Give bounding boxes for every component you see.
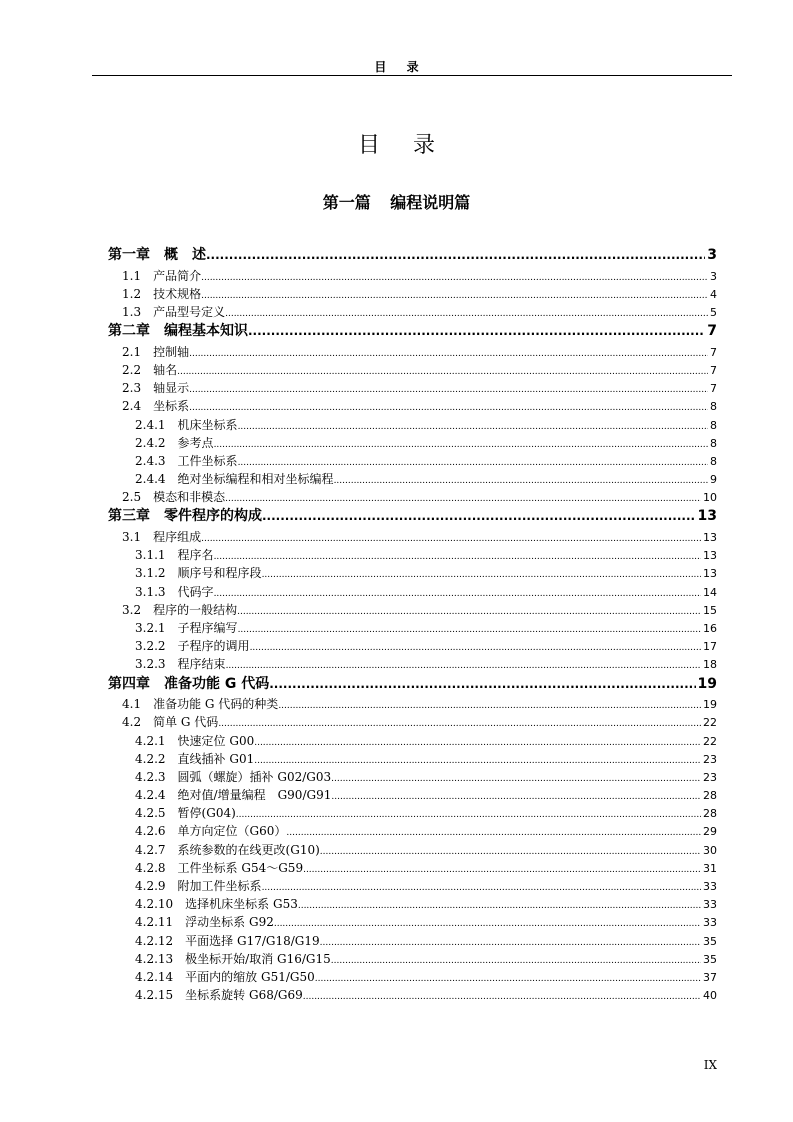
toc-entry-title: 产品型号定义 xyxy=(153,304,226,319)
toc-entry-subsection[interactable] xyxy=(108,619,717,637)
toc-entry-title: 附加工件坐标系 xyxy=(177,879,262,893)
toc-entry-title: 程序名 xyxy=(177,548,214,563)
toc-entry-chapter[interactable] xyxy=(108,674,717,696)
toc-dot-leader xyxy=(189,397,708,417)
toc-dot-leader xyxy=(262,564,701,584)
toc-dot-leader xyxy=(214,434,708,454)
toc-entry-page: 3 xyxy=(707,247,717,263)
footer-page-number: IX xyxy=(703,1058,717,1072)
toc-entry-number: 4.2.14 xyxy=(135,969,174,984)
toc-entry-page: 40 xyxy=(703,989,717,1003)
toc-entry-section[interactable] xyxy=(108,488,717,506)
toc-entry-number: 2.1 xyxy=(122,344,142,359)
toc-entry-number: 1.2 xyxy=(122,286,142,301)
toc-entry-number: 4.2.3 xyxy=(135,769,166,784)
toc-entry-title: 模态和非模态 xyxy=(153,490,226,505)
toc-entry-title: 代码字 xyxy=(177,584,214,599)
toc-entry-title: 零件程序的构成 xyxy=(164,508,262,525)
toc-entry-page: 3 xyxy=(710,269,717,283)
toc-entry-subsection[interactable] xyxy=(108,932,717,950)
toc-entry-number: 3.2.3 xyxy=(135,657,166,672)
toc-entry-number: 4.2.13 xyxy=(135,951,174,966)
toc-dot-leader xyxy=(254,750,701,770)
toc-dot-leader xyxy=(225,488,701,508)
toc-dot-leader xyxy=(320,841,701,861)
toc-dot-leader xyxy=(201,285,708,305)
toc-entry-number: 3.1.2 xyxy=(135,566,166,581)
document-title: 目 录 xyxy=(358,133,435,158)
toc-entry-number: 4.2.12 xyxy=(135,933,174,948)
toc-entry-page: 30 xyxy=(703,843,717,857)
toc-entry-title: 工件坐标系 G54～G59 xyxy=(177,860,304,875)
toc-entry-section[interactable] xyxy=(108,397,717,415)
running-header-title: 目 录 xyxy=(374,60,419,74)
table-of-contents xyxy=(108,245,717,1004)
toc-entry-page: 35 xyxy=(703,934,717,948)
toc-dot-leader xyxy=(331,768,701,788)
toc-entry-title: 轴名 xyxy=(153,362,178,377)
toc-entry-subsection[interactable] xyxy=(108,859,717,877)
toc-entry-title: 绝对坐标编程和相对坐标编程 xyxy=(177,472,334,487)
toc-dot-leader xyxy=(218,713,701,733)
toc-entry-page: 8 xyxy=(710,418,717,432)
toc-entry-page: 33 xyxy=(703,898,717,912)
toc-entry-title: 坐标系 xyxy=(153,399,190,414)
toc-entry-section[interactable] xyxy=(108,695,717,713)
toc-entry-title: 产品简介 xyxy=(153,268,202,283)
toc-entry-number: 4.2 xyxy=(122,715,142,730)
toc-entry-number: 4.1 xyxy=(122,697,142,712)
toc-entry-subsection[interactable] xyxy=(108,750,717,768)
toc-entry-page: 28 xyxy=(703,807,717,821)
toc-dot-leader xyxy=(189,379,708,399)
toc-entry-page: 7 xyxy=(710,363,717,377)
toc-dot-leader xyxy=(201,528,701,548)
toc-entry-subsection[interactable] xyxy=(108,583,717,601)
toc-dot-leader xyxy=(269,674,695,696)
toc-dot-leader xyxy=(237,601,701,621)
toc-entry-page: 18 xyxy=(703,658,717,672)
toc-entry-title: 浮动坐标系 G92 xyxy=(185,915,274,930)
toc-entry-page: 17 xyxy=(703,640,717,654)
toc-entry-chapter[interactable] xyxy=(108,245,717,267)
toc-entry-number: 2.4.2 xyxy=(135,435,166,450)
toc-entry-page: 37 xyxy=(703,970,717,984)
toc-entry-title: 准备功能 G 代码的种类 xyxy=(153,697,279,712)
toc-entry-title: 编程基本知识 xyxy=(164,323,248,340)
toc-entry-title: 单方向定位（G60） xyxy=(177,824,287,839)
toc-dot-leader xyxy=(262,877,701,897)
toc-dot-leader xyxy=(262,506,696,528)
toc-entry-title: 系统参数的在线更改(G10) xyxy=(177,842,320,857)
toc-entry-page: 28 xyxy=(703,789,717,803)
toc-entry-page: 9 xyxy=(710,473,717,487)
toc-entry-number: 4.2.1 xyxy=(135,733,166,748)
toc-entry-title: 坐标系旋转 G68/G69 xyxy=(185,988,303,1003)
toc-entry-title: 控制轴 xyxy=(153,344,190,359)
toc-entry-title: 平面内的缩放 G51/G50 xyxy=(185,969,315,984)
toc-entry-page: 35 xyxy=(703,952,717,966)
toc-dot-leader xyxy=(274,913,701,933)
toc-entry-subsection[interactable] xyxy=(108,416,717,434)
toc-entry-section[interactable] xyxy=(108,361,717,379)
toc-entry-number: 4.2.8 xyxy=(135,860,166,875)
toc-entry-page: 19 xyxy=(703,698,717,712)
toc-entry-title: 程序的一般结构 xyxy=(153,602,238,617)
toc-entry-subsection[interactable] xyxy=(108,841,717,859)
toc-entry-number: 2.4 xyxy=(122,399,142,414)
toc-entry-number: 3.1.3 xyxy=(135,584,166,599)
toc-entry-number: 2.4.3 xyxy=(135,453,166,468)
toc-entry-section[interactable] xyxy=(108,343,717,361)
toc-dot-leader xyxy=(206,245,705,267)
toc-entry-number: 3.2 xyxy=(122,602,142,617)
toc-entry-page: 7 xyxy=(710,345,717,359)
toc-entry-title: 圆弧（螺旋）插补 G02/G03 xyxy=(177,769,332,784)
toc-entry-number: 第三章 xyxy=(108,508,150,525)
toc-entry-page: 23 xyxy=(703,770,717,784)
toc-entry-subsection[interactable] xyxy=(108,470,717,488)
toc-entry-page: 13 xyxy=(703,567,717,581)
toc-entry-title: 概 述 xyxy=(164,247,206,263)
toc-dot-leader xyxy=(298,895,701,915)
toc-dot-leader xyxy=(315,968,701,988)
toc-entry-subsection[interactable] xyxy=(108,822,717,840)
toc-entry-subsection[interactable] xyxy=(108,546,717,564)
toc-dot-leader xyxy=(303,986,701,1006)
toc-entry-subsection[interactable] xyxy=(108,950,717,968)
toc-entry-page: 13 xyxy=(703,531,717,545)
toc-entry-page: 13 xyxy=(703,549,717,563)
toc-entry-title: 机床坐标系 xyxy=(177,417,238,432)
toc-entry-title: 平面选择 G17/G18/G19 xyxy=(185,933,320,948)
toc-entry-subsection[interactable] xyxy=(108,786,717,804)
toc-entry-title: 快速定位 G00 xyxy=(177,733,255,748)
toc-entry-page: 8 xyxy=(710,454,717,468)
toc-entry-chapter[interactable] xyxy=(108,506,717,528)
toc-entry-page: 14 xyxy=(703,585,717,599)
toc-entry-title: 准备功能 G 代码 xyxy=(164,675,270,692)
toc-entry-subsection[interactable] xyxy=(108,986,717,1004)
toc-entry-number: 2.2 xyxy=(122,362,142,377)
toc-entry-number: 4.2.9 xyxy=(135,879,166,893)
toc-entry-subsection[interactable] xyxy=(108,732,717,750)
toc-entry-page: 13 xyxy=(697,508,717,525)
toc-entry-number: 4.2.5 xyxy=(135,806,166,821)
toc-entry-number: 4.2.2 xyxy=(135,751,166,766)
toc-entry-title: 顺序号和程序段 xyxy=(177,566,262,581)
toc-entry-page: 8 xyxy=(710,436,717,450)
toc-entry-title: 工件坐标系 xyxy=(177,453,238,468)
toc-entry-title: 程序组成 xyxy=(153,530,202,545)
toc-entry-title: 绝对值/增量编程 G90/G91 xyxy=(177,788,332,803)
toc-entry-page: 7 xyxy=(710,382,717,396)
toc-dot-leader xyxy=(303,859,701,879)
toc-entry-number: 2.3 xyxy=(122,381,142,396)
toc-dot-leader xyxy=(254,732,701,752)
toc-dot-leader xyxy=(286,822,701,842)
toc-entry-page: 23 xyxy=(703,752,717,766)
toc-entry-number: 1.1 xyxy=(122,268,142,283)
toc-entry-page: 7 xyxy=(707,323,717,340)
toc-entry-page: 16 xyxy=(703,621,717,635)
toc-entry-subsection[interactable] xyxy=(108,895,717,913)
toc-entry-page: 33 xyxy=(703,880,717,893)
toc-dot-leader xyxy=(238,619,701,639)
toc-entry-number: 4.2.7 xyxy=(135,842,166,857)
toc-dot-leader xyxy=(248,321,705,343)
toc-entry-title: 子程序编写 xyxy=(177,620,238,635)
toc-entry-subsection[interactable] xyxy=(108,564,717,582)
toc-entry-page: 8 xyxy=(710,400,717,414)
toc-dot-leader xyxy=(320,932,701,952)
toc-dot-leader xyxy=(278,695,701,715)
toc-entry-section[interactable] xyxy=(108,528,717,546)
toc-entry-page: 29 xyxy=(703,825,717,839)
toc-entry-title: 极坐标开始/取消 G16/G15 xyxy=(185,951,331,966)
toc-entry-number: 第一章 xyxy=(108,247,150,263)
toc-entry-title: 直线插补 G01 xyxy=(177,751,255,766)
toc-entry-page: 15 xyxy=(703,603,717,617)
toc-entry-page: 31 xyxy=(703,861,717,875)
toc-entry-title: 程序结束 xyxy=(177,657,226,672)
toc-entry-title: 技术规格 xyxy=(153,286,202,301)
toc-dot-leader xyxy=(238,416,708,436)
toc-dot-leader xyxy=(250,637,701,657)
toc-entry-number: 4.2.10 xyxy=(135,897,174,912)
toc-entry-number: 4.2.6 xyxy=(135,824,166,839)
toc-entry-number: 4.2.4 xyxy=(135,788,166,803)
toc-entry-page: 5 xyxy=(710,305,717,319)
toc-entry-subsection[interactable] xyxy=(108,452,717,470)
toc-dot-leader xyxy=(331,786,701,806)
toc-dot-leader xyxy=(236,804,701,824)
toc-entry-number: 3.2.1 xyxy=(135,620,166,635)
toc-entry-section[interactable] xyxy=(108,267,717,285)
toc-entry-section[interactable] xyxy=(108,285,717,303)
toc-entry-section[interactable] xyxy=(108,601,717,619)
toc-dot-leader xyxy=(334,470,708,490)
toc-entry-subsection[interactable] xyxy=(108,804,717,822)
part-title: 第一篇 编程说明篇 xyxy=(322,193,471,212)
toc-dot-leader xyxy=(214,583,701,603)
toc-entry-page: 4 xyxy=(710,287,717,301)
toc-entry-number: 3.1.1 xyxy=(135,548,166,563)
toc-entry-number: 3.2.2 xyxy=(135,639,166,654)
toc-entry-number: 4.2.15 xyxy=(135,988,174,1003)
toc-entry-page: 19 xyxy=(697,675,717,692)
toc-entry-page: 22 xyxy=(703,734,717,748)
toc-dot-leader xyxy=(238,452,708,472)
toc-entry-number: 第二章 xyxy=(108,323,150,340)
toc-entry-number: 4.2.11 xyxy=(135,915,174,930)
toc-entry-number: 2.4.1 xyxy=(135,417,166,432)
toc-dot-leader xyxy=(201,267,708,287)
toc-entry-number: 2.4.4 xyxy=(135,472,166,487)
toc-dot-leader xyxy=(226,655,701,675)
toc-entry-subsection[interactable] xyxy=(108,637,717,655)
toc-dot-leader xyxy=(225,303,708,323)
toc-entry-subsection[interactable] xyxy=(108,877,717,895)
toc-entry-page: 33 xyxy=(703,916,717,930)
toc-entry-section[interactable] xyxy=(108,379,717,397)
toc-entry-title: 暂停(G04) xyxy=(177,806,236,821)
toc-dot-leader xyxy=(177,361,708,381)
toc-entry-subsection[interactable] xyxy=(108,913,717,931)
header-rule xyxy=(92,75,732,76)
toc-entry-chapter[interactable] xyxy=(108,321,717,343)
toc-entry-section[interactable] xyxy=(108,303,717,321)
toc-entry-number: 第四章 xyxy=(108,675,150,692)
toc-entry-subsection[interactable] xyxy=(108,655,717,673)
toc-entry-page: 10 xyxy=(703,491,717,505)
toc-entry-title: 选择机床坐标系 G53 xyxy=(185,897,298,912)
toc-dot-leader xyxy=(214,546,701,566)
toc-entry-title: 参考点 xyxy=(177,435,214,450)
toc-entry-number: 3.1 xyxy=(122,530,142,545)
toc-entry-subsection[interactable] xyxy=(108,968,717,986)
toc-entry-page: 22 xyxy=(703,716,717,730)
toc-dot-leader xyxy=(331,950,701,970)
toc-entry-subsection[interactable] xyxy=(108,768,717,786)
toc-entry-title: 轴显示 xyxy=(153,381,190,396)
toc-entry-title: 子程序的调用 xyxy=(177,639,250,654)
toc-dot-leader xyxy=(189,343,708,363)
toc-entry-number: 1.3 xyxy=(122,304,142,319)
toc-entry-subsection[interactable] xyxy=(108,434,717,452)
toc-entry-number: 2.5 xyxy=(122,490,142,505)
toc-entry-title: 简单 G 代码 xyxy=(153,715,219,730)
toc-entry-section[interactable] xyxy=(108,713,717,731)
